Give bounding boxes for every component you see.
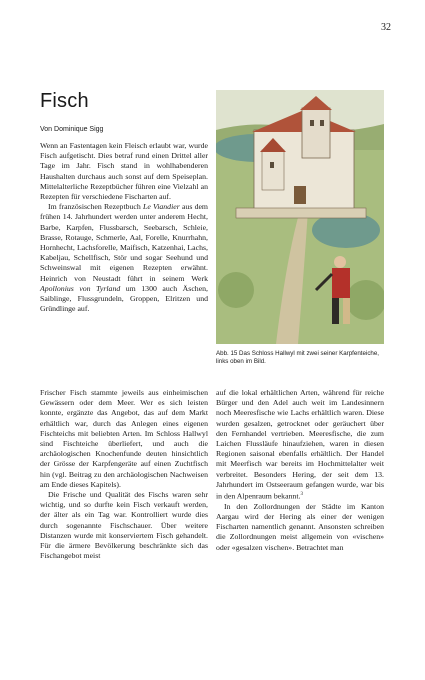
figure-caption: Abb. 15 Das Schloss Hallwyl mit zwei seiner Karpfenteiche, links oben im Bild. — [216, 350, 380, 365]
book-title-apollonius: Apollonius von Tyrland — [40, 283, 121, 293]
author-byline: Von Dominique Sigg — [40, 126, 104, 133]
right-column — [216, 388, 384, 553]
article-title: Fisch — [40, 90, 89, 112]
left-column — [40, 388, 208, 561]
fresh-fish-paragraph: Frischer Fisch stammte jeweils aus einheimischen Gewässern oder dem Meer. Wer es sich leisten konnte, ergänzte das Angebot, das auf dem Markt erhältlich war, durch das Anlegen eines eigenen Fischteichs mit beliebten Arten. Im Schloss Hallwyl sind Fischteiche überliefert, und auch die archäologischen Knochenfunde deuten hinsichtlich der Grösse der Karpfengeräte auf einen Zuchtfisch hin (vgl. Beitrag zu den archäologischen Nachweisen am Ende dieses Kapitels). — [40, 388, 208, 489]
intro-paragraph: Wenn an Fastentagen kein Fleisch erlaubt war, wurde Fisch aufgetischt. Dies betraf rund einen Drittel aller Tage im Jahr. Fisch stand in wohlhabenderen Haushalten durchaus auch sonst auf dem Speiseplan. Mittelalterliche Rezeptbücher führen eine Vielzahl an Rezepten für verschiedene Fischarten auf. — [40, 141, 208, 202]
customs-paragraph: In den Zollordnungen der Städte im Kanton Aargau wird der Hering als einer der wenigen Fischarten namentlich genannt. Ansonsten schreiben die Zollordnungen meist allgemein von «vischen» oder «gesalzen vischen». Betrachtet man — [216, 501, 384, 552]
sea-fish-paragraph: auf die lokal erhältlichen Arten, während für reiche Bürger und den Adel auch weit im Landesinnern noch Meeresfische wie Lachs erhältlich waren. Diese wurden gesalzen, getrocknet oder geräuchert über den Fernhandel vertrieben. Meeresfische, die zum Laichen Flussläufe hinaufziehen, waren in diesen Regionen saisonal ebenfalls erhältlich. Der Handel mit Meerfisch war bereits im Hochmittelalter weit verbreitet. Besonders Hering, der seit dem 13. Jahrhundert im Ostseeraum gefangen wurde, war bis in den Alpenraum bekannt.$^3$ — [216, 388, 384, 501]
fish-quality-paragraph: Die Frische und Qualität des Fischs waren sehr wichtig, und so durfte kein Fisch verkauft werden, der älter als ein Tag war. Kontrolliert wurde dies durch sogenannte Fischschauer. Über weitere Distanzen wurde mit konserviertem Fisch gehandelt. Für die ärmere Bevölkerung beschränkte sich das Fischangebot meist — [40, 490, 208, 561]
footnote-ref: 3 — [300, 492, 303, 498]
book-title-viandier: Le Viandier — [143, 202, 180, 212]
page-number: 32 — [381, 22, 391, 33]
intro-column — [40, 141, 208, 314]
recipe-paragraph: Im französischen Rezeptbuch Le Viandier aus dem frühen 14. Jahrhundert werden unter anderem Hecht, Barbe, Karpfen, Flussbarsch, Seebarsch, Schleie, Brasse, Rotauge, Schmerle, Aal, Forelle, Knurrhahn, Hornhecht, Lachsforelle, Maifisch, Katzenhai, Lachs, Kabeljau, Schellfisch, Stör und sogar Seehund und Schweinswal mit eigenen Rezepten erwähnt. Heinrich von Neustadt führt in seinem Werk Apollonius von Tyrland um 1300 auch Äschen, Saiblinge, Flussgrundeln, Groppen, Elritzen und Gründlinge auf. — [40, 202, 209, 314]
castle-illustration — [216, 90, 384, 344]
